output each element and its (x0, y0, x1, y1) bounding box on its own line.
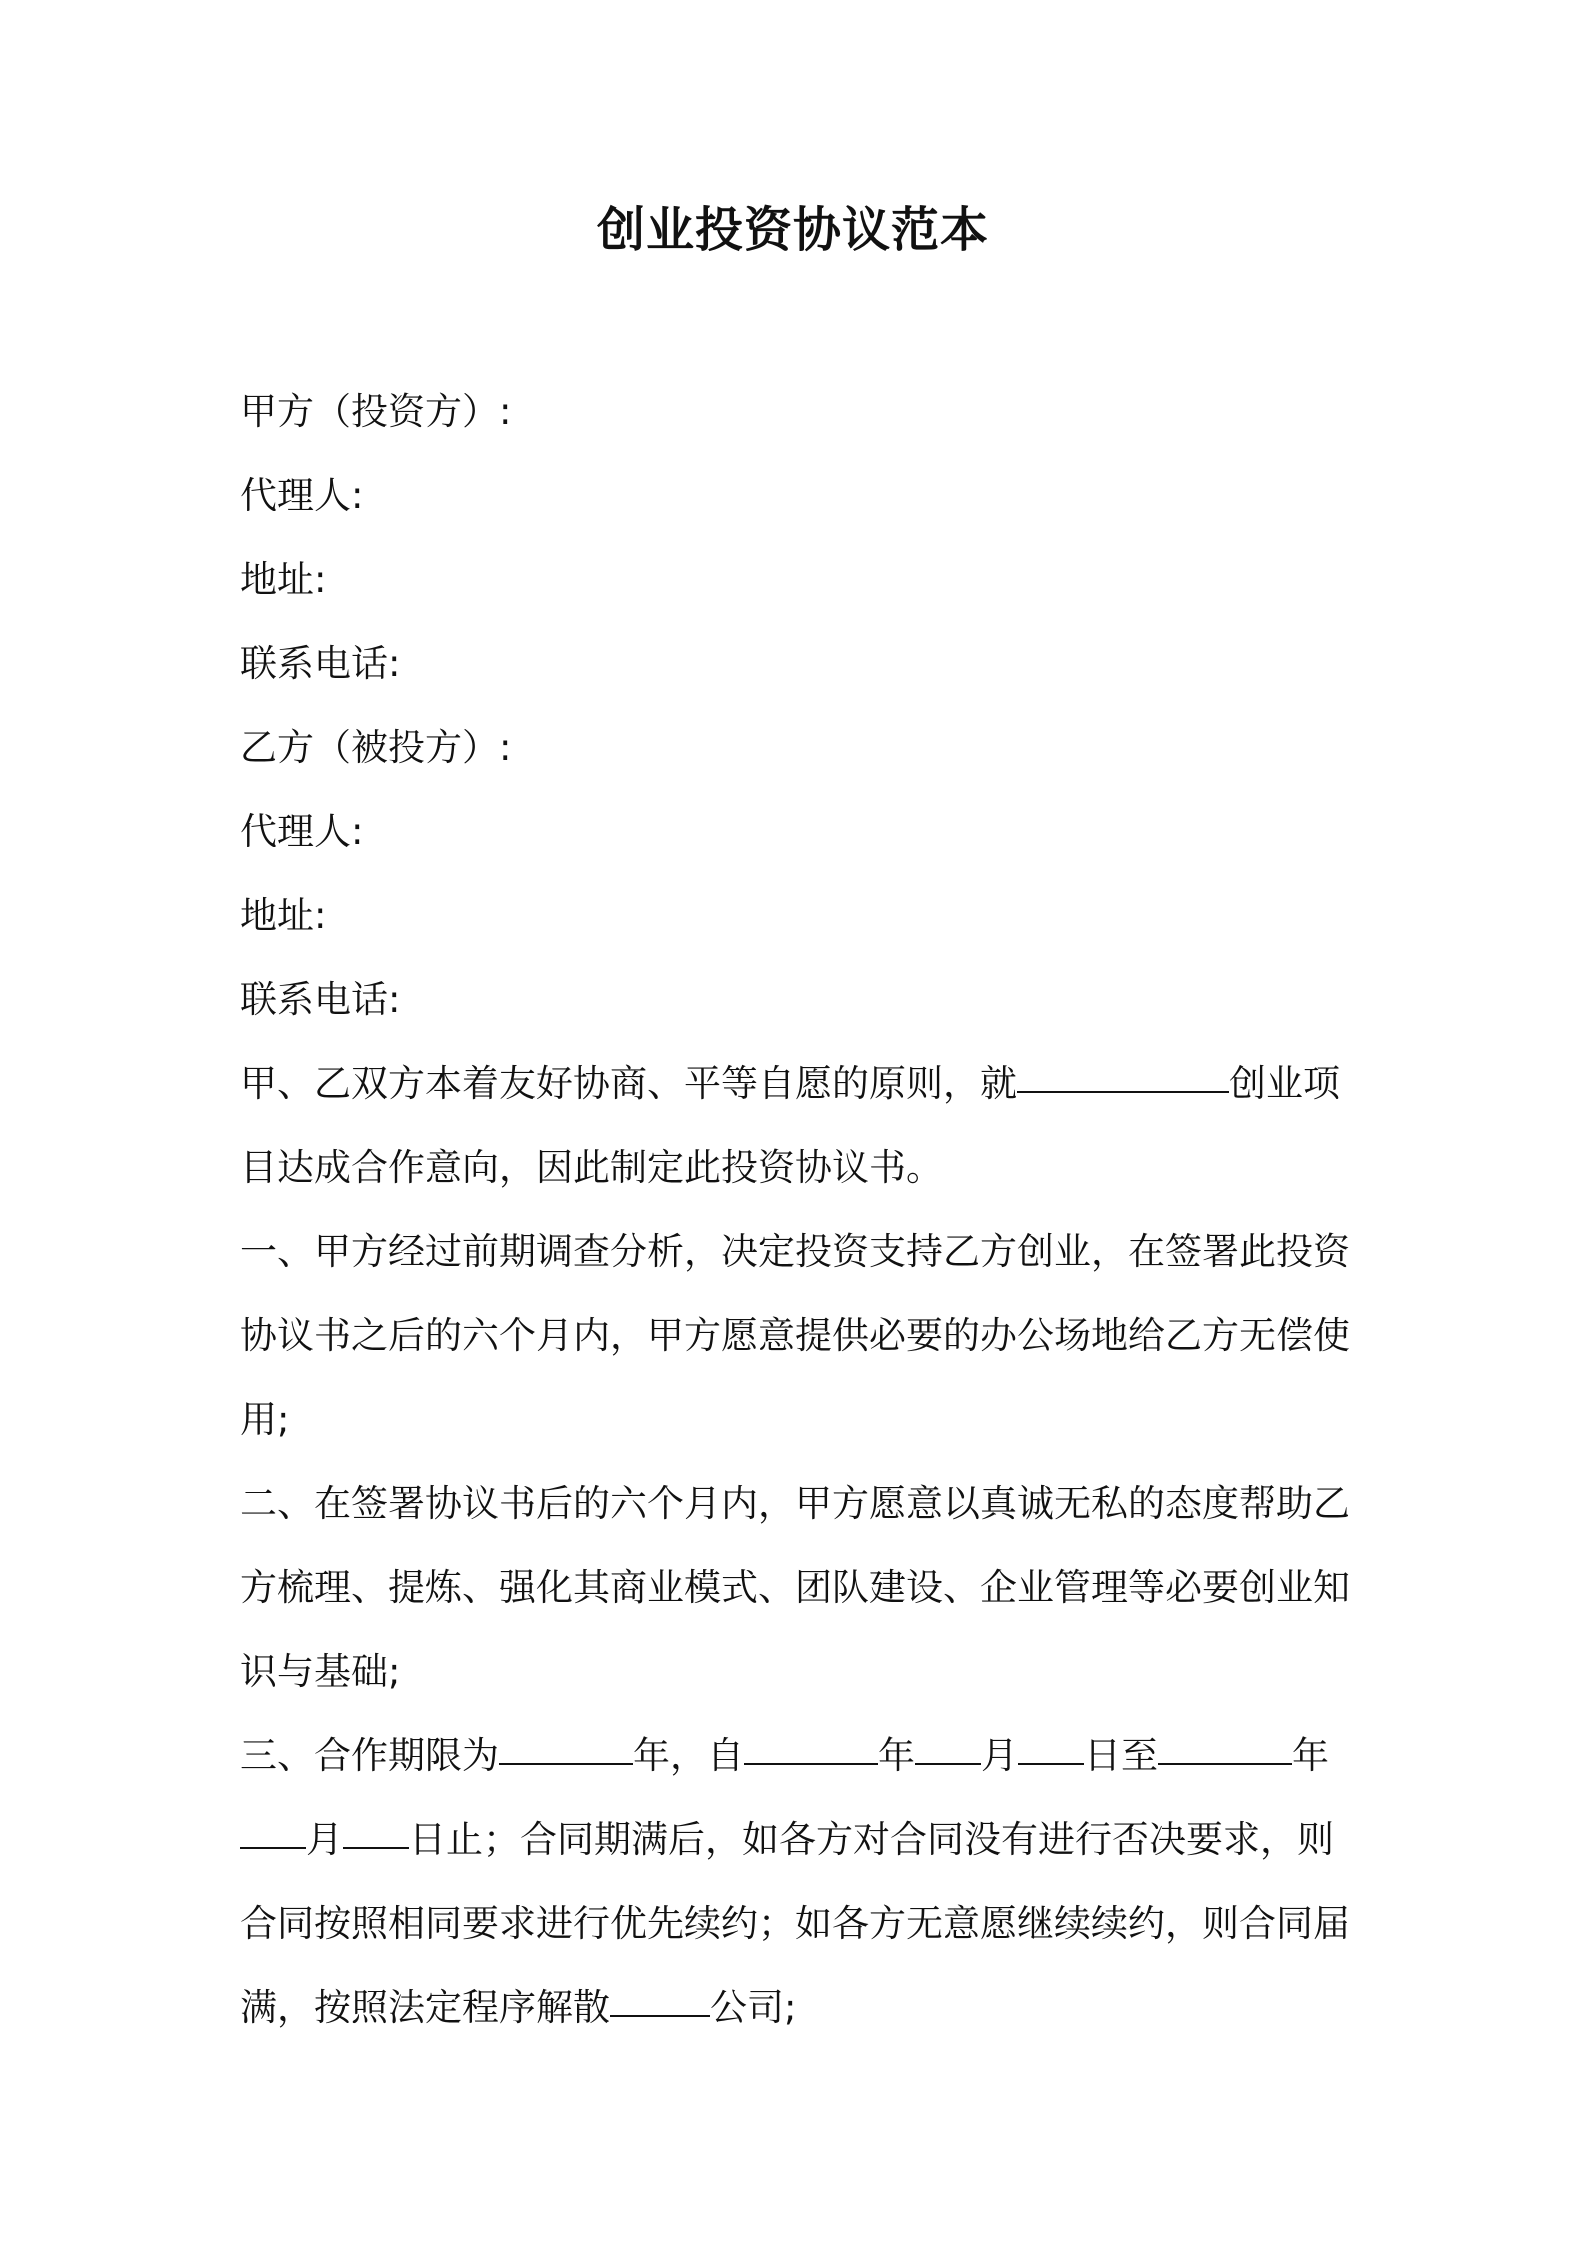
clause-3-text-h: 日止；合同期满后，如各方对合同没有进行否决要求，则 (409, 1818, 1334, 1861)
party-a-agent: 代理人: (240, 474, 364, 517)
party-a-address: 地址: (240, 558, 327, 601)
document-body (240, 370, 1355, 2050)
clause-3-text-b: 年，自 (633, 1734, 744, 1777)
clause-3-text-i: 满，按照法定程序解散 (240, 1986, 610, 2029)
clause-3-text-j: 公司; (710, 1986, 797, 2029)
clause-2-line-2: 方梳理、提炼、强化其商业模式、团队建设、企业管理等必要创业知 (240, 1566, 1350, 1609)
party-a-phone: 联系电话: (240, 642, 401, 685)
party-b-phone: 联系电话: (240, 978, 401, 1021)
clause-1-line-1: 一、甲方经过前期调查分析，决定投资支持乙方创业，在签署此投资 (240, 1230, 1350, 1273)
clause-3-text-c: 年 (878, 1734, 915, 1777)
start-day-blank (1018, 1763, 1084, 1765)
clause-3-line-2 (240, 1798, 1355, 1882)
party-b-agent: 代理人: (240, 810, 364, 853)
clause-3-text-f: 年 (1292, 1734, 1329, 1777)
start-month-blank (915, 1763, 981, 1765)
clause-3-text-d: 月 (981, 1734, 1018, 1777)
clause-2-line-1: 二、在签署协议书后的六个月内，甲方愿意以真诚无私的态度帮助乙 (240, 1482, 1350, 1525)
end-year-blank (1158, 1763, 1292, 1765)
end-day-blank (343, 1847, 409, 1849)
party-b-heading: 乙方（被投方）: (240, 726, 512, 769)
clause-3-line-3: 合同按照相同要求进行优先续约；如各方无意愿继续续约，则合同届 (240, 1902, 1350, 1945)
end-month-blank (240, 1847, 306, 1849)
clause-3-line-1 (240, 1714, 1355, 1798)
party-a-heading: 甲方（投资方）: (240, 390, 512, 433)
clause-1-line-2: 协议书之后的六个月内，甲方愿意提供必要的办公场地给乙方无偿使 (240, 1314, 1350, 1357)
clause-3-text-e: 日至 (1084, 1734, 1158, 1777)
intro-line-2: 目达成合作意向，因此制定此投资协议书。 (240, 1146, 943, 1189)
clause-3-text-a: 三、合作期限为 (240, 1734, 499, 1777)
clause-2-line-3: 识与基础; (240, 1650, 401, 1693)
clause-3-text-g: 月 (306, 1818, 343, 1861)
project-name-blank (1017, 1091, 1229, 1093)
intro-text-after: 创业项 (1229, 1062, 1340, 1105)
party-b-address: 地址: (240, 894, 327, 937)
clause-1-line-3: 用; (240, 1398, 290, 1441)
intro-text-before: 甲、乙双方本着友好协商、平等自愿的原则，就 (240, 1062, 1017, 1105)
start-year-blank (744, 1763, 878, 1765)
intro-line-1 (240, 1042, 1355, 1126)
clause-3-line-4 (240, 1966, 1355, 2050)
term-years-blank (499, 1763, 633, 1765)
document-title: 创业投资协议范本 (596, 202, 989, 258)
company-name-blank (610, 2015, 710, 2017)
